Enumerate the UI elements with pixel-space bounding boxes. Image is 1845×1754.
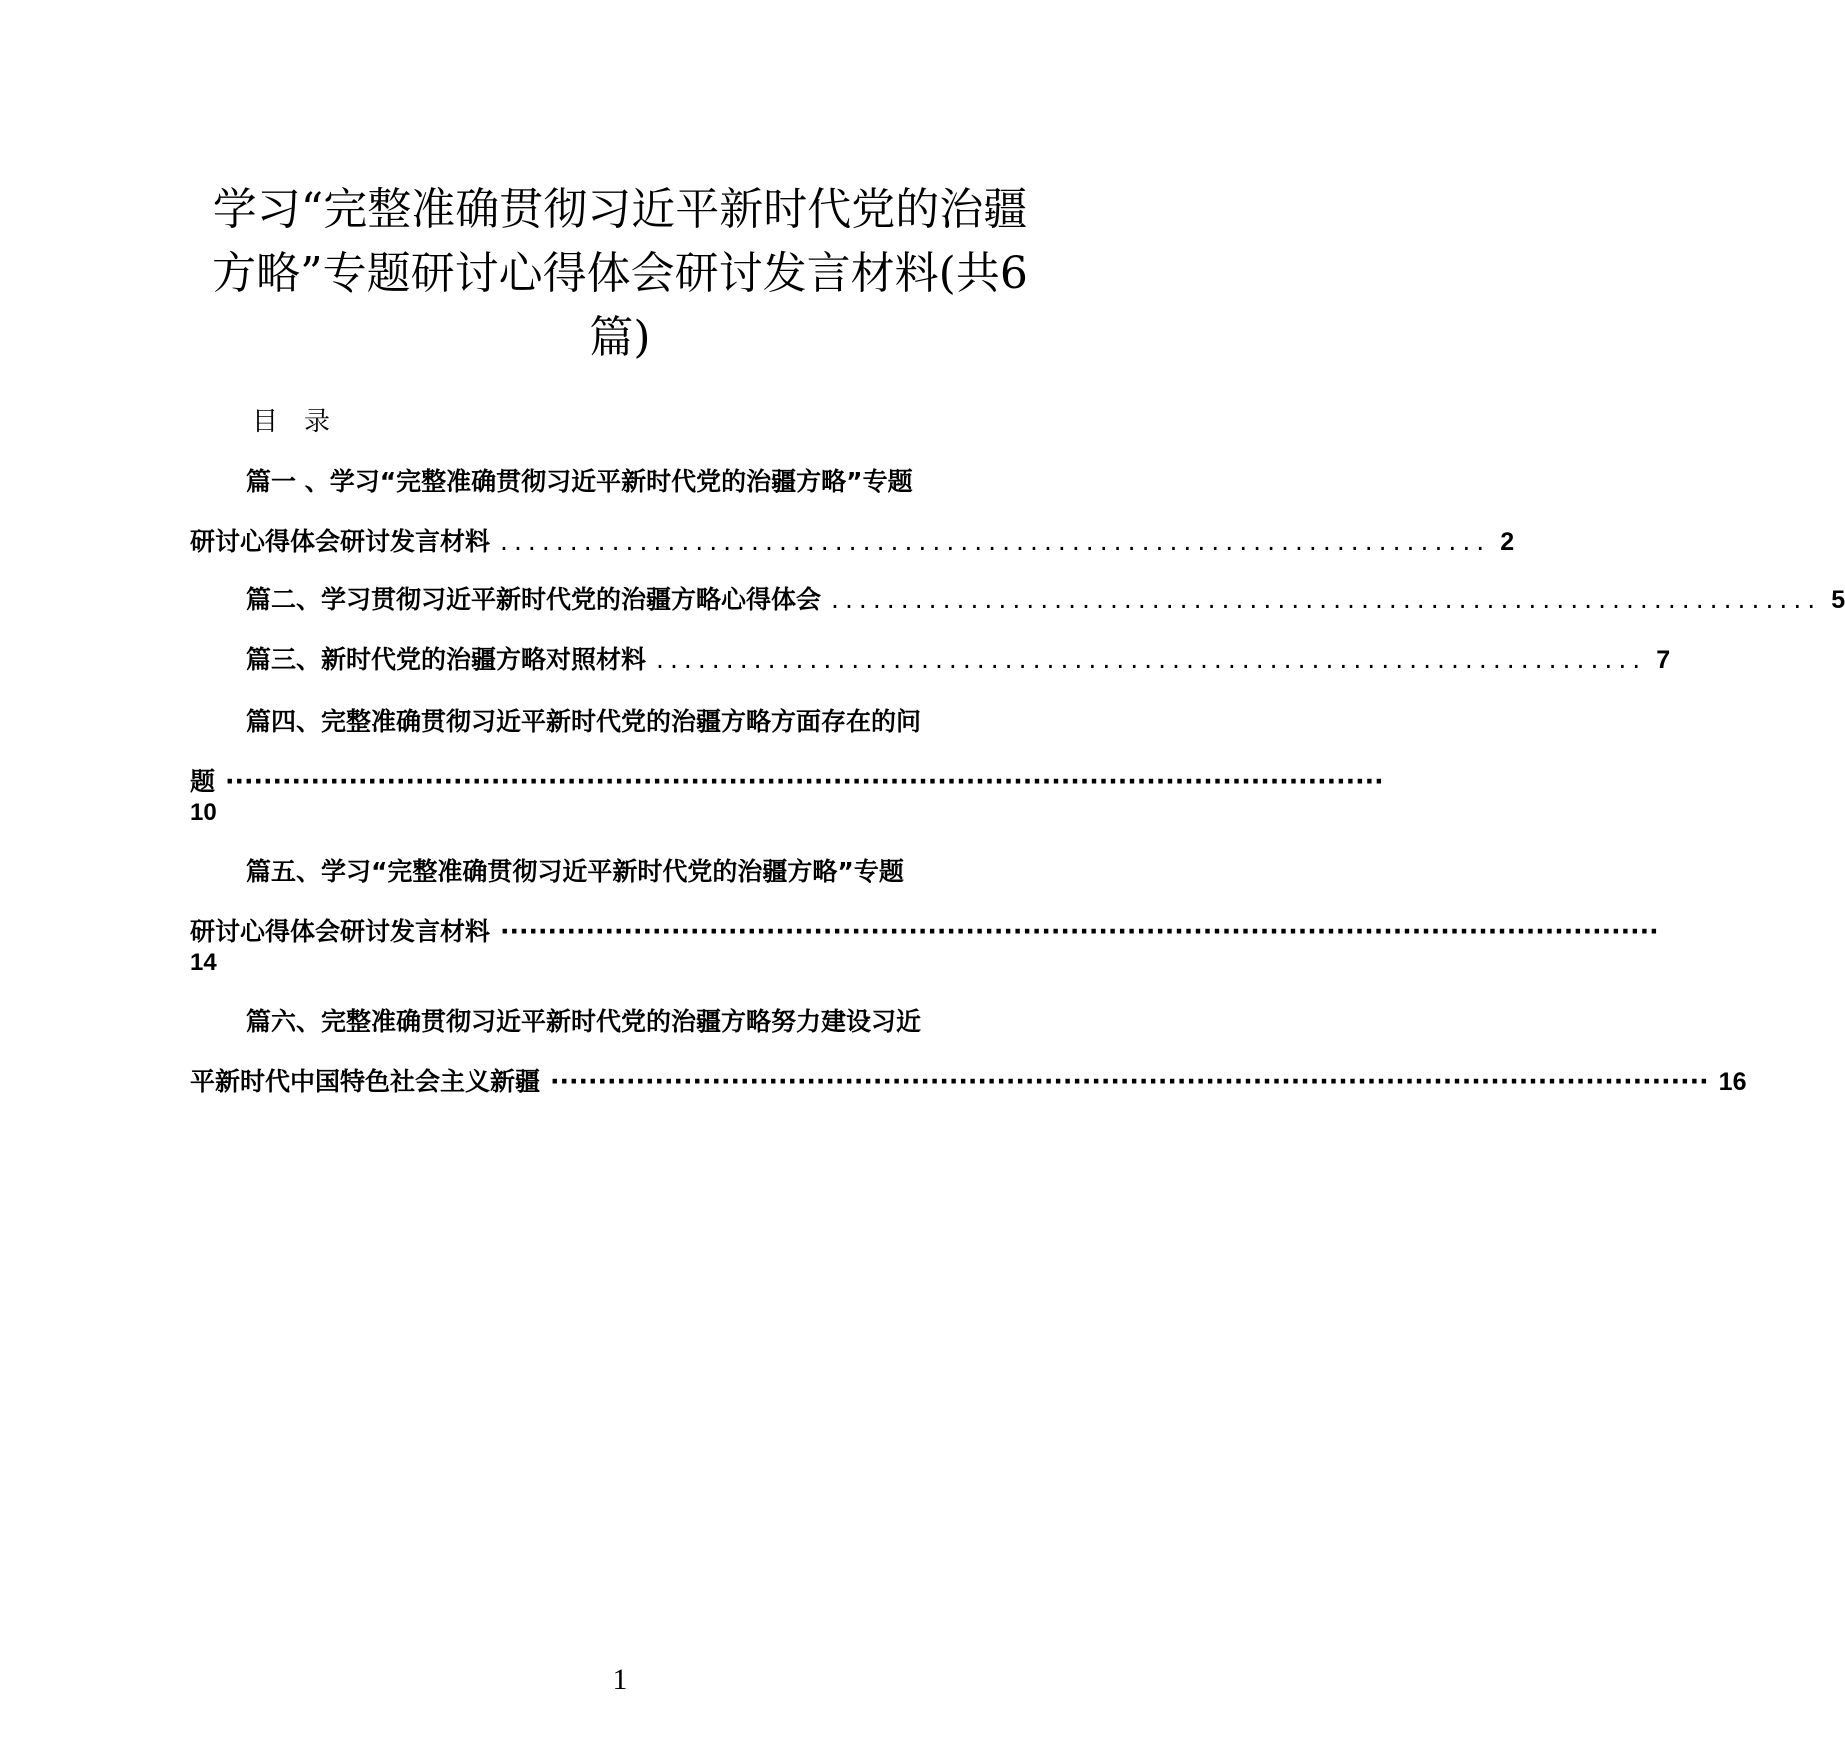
- toc-entry-1-text-cont[interactable]: 研讨心得体会研讨发言材料: [190, 527, 491, 556]
- toc-entry-6-line-1[interactable]: [190, 1002, 1056, 1042]
- toc-entry-2[interactable]: [190, 580, 1845, 620]
- toc-entry-5-line-2[interactable]: [190, 912, 1659, 952]
- toc-entry-1-text[interactable]: 篇一 、学习“完整准确贯彻习近平新时代党的治疆方略”专题: [246, 467, 913, 496]
- toc-entry-4-page[interactable]: 10: [190, 799, 217, 826]
- toc-entry-3-page[interactable]: 7: [1656, 646, 1671, 674]
- toc-entry-1-leader: .......................................................................: [500, 527, 1491, 556]
- toc-entry-5-text[interactable]: 篇五、学习“完整准确贯彻习近平新时代党的治疆方略”专题: [246, 857, 904, 886]
- toc-entry-4-text-cont[interactable]: 题: [190, 767, 216, 796]
- toc-entry-4-line-1[interactable]: [190, 702, 1056, 742]
- toc-entry-4-text[interactable]: 篇四、完整准确贯彻习近平新时代党的治疆方略方面存在的问: [246, 707, 922, 736]
- toc-entry-1-line-1[interactable]: [190, 462, 1056, 502]
- toc-entry-5-leader: ··························································································································: [500, 917, 1659, 946]
- toc-entry-5-text-cont[interactable]: 研讨心得体会研讨发言材料: [190, 917, 491, 946]
- toc-entry-3[interactable]: [190, 640, 1671, 680]
- toc-entry-4-leader: ··························································································································: [225, 767, 1384, 796]
- toc-entry-5-line-1[interactable]: [190, 852, 1056, 892]
- toc-entry-1-page[interactable]: 2: [1500, 528, 1515, 556]
- document-title: [180, 178, 1060, 370]
- toc-entry-2-leader: .......................................................................: [831, 585, 1822, 614]
- title-line-2: 方略”专题研讨心得体会研讨发言材料(共6: [212, 248, 1028, 299]
- toc-entry-1-line-2[interactable]: [190, 522, 1515, 562]
- toc-entry-4-line-2[interactable]: [190, 762, 1384, 802]
- toc-entry-6-leader: ··························································································································: [550, 1067, 1709, 1096]
- toc-entry-3-text[interactable]: 篇三、新时代党的治疆方略对照材料: [246, 645, 647, 674]
- title-line-3: 篇): [589, 312, 651, 363]
- toc-entry-2-text[interactable]: 篇二、学习贯彻习近平新时代党的治疆方略心得体会: [246, 585, 822, 614]
- toc-entry-5-page[interactable]: 14: [190, 949, 217, 976]
- toc-entry-6-page[interactable]: 16: [1718, 1068, 1747, 1096]
- toc-heading: 目录: [252, 407, 357, 437]
- title-line-1: 学习“完整准确贯彻习近平新时代党的治疆: [212, 184, 1028, 235]
- page-number: 1: [612, 1663, 628, 1696]
- toc-entry-6-text-cont[interactable]: 平新时代中国特色社会主义新疆: [190, 1067, 541, 1096]
- toc-entry-6-line-2[interactable]: [190, 1062, 1747, 1102]
- toc-entry-2-page[interactable]: 5: [1831, 586, 1845, 614]
- toc-entry-6-text[interactable]: 篇六、完整准确贯彻习近平新时代党的治疆方略努力建设习近: [246, 1007, 922, 1036]
- toc-entry-3-leader: .......................................................................: [656, 645, 1647, 674]
